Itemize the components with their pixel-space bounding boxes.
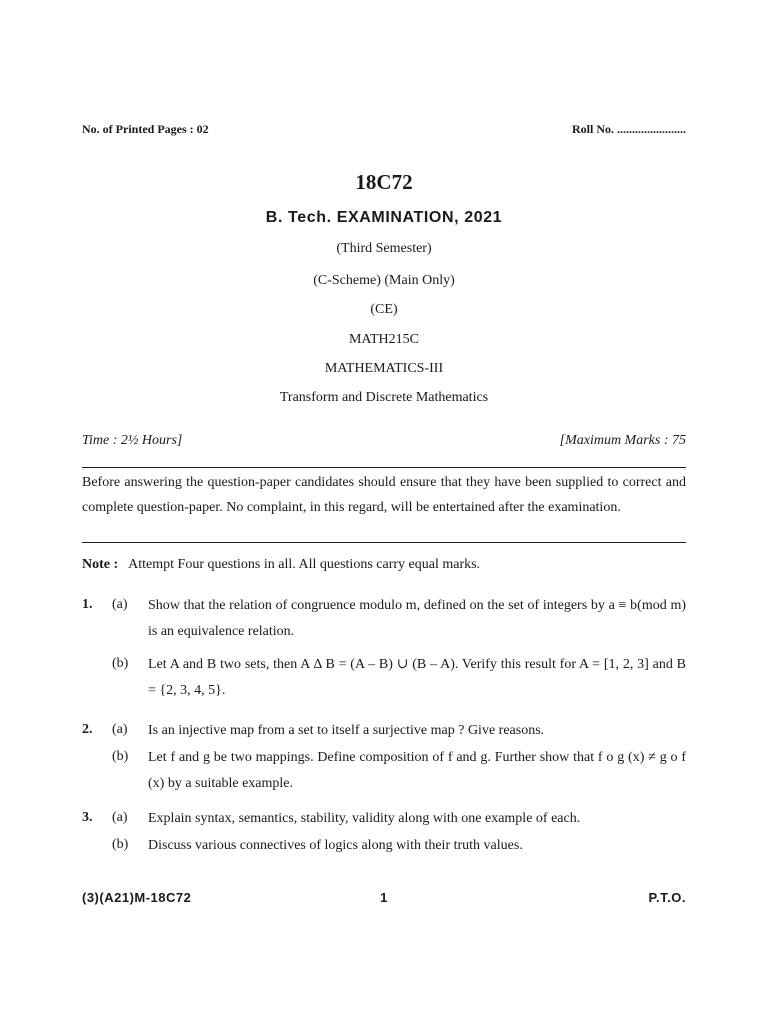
- question-number: 3.: [82, 810, 93, 825]
- part-label: (a): [112, 722, 128, 737]
- part-label: (b): [112, 837, 129, 852]
- part-label: (b): [112, 656, 129, 671]
- part-text: Is an injective map from a set to itself a surjective map ? Give reasons.: [148, 723, 545, 738]
- note: [82, 557, 480, 573]
- exam-title: B. Tech. EXAMINATION, 2021: [265, 209, 503, 226]
- paper-code: 18C72: [355, 170, 413, 194]
- instructions-text: Before answering the question-paper candidates should ensure that they have been supplied to correct and complete question-paper. No complaint, in this regard, will be entertained after the examination.: [82, 475, 686, 515]
- subject-name: MATHEMATICS-III: [324, 361, 444, 376]
- part-label: (a): [112, 810, 128, 825]
- note-text: Attempt Four questions in all. All questions carry equal marks.: [128, 557, 481, 572]
- question-number: 2.: [82, 722, 93, 737]
- subject-topic: Transform and Discrete Mathematics: [279, 390, 489, 405]
- question-number: 1.: [82, 597, 93, 612]
- scheme: (C-Scheme) (Main Only): [313, 273, 455, 288]
- part-text: Show that the relation of congruence modulo m, defined on the set of integers by a ≡ b(mod m) is an equivalence relation.: [148, 598, 686, 639]
- roll-number: Roll No. .......................: [572, 122, 686, 136]
- divider-top: [82, 467, 686, 468]
- printed-pages: No. of Printed Pages : 02: [82, 122, 209, 136]
- subject-code: MATH215C: [348, 332, 419, 347]
- please-turn-over: P.T.O.: [648, 890, 686, 905]
- page-number: 1: [380, 890, 388, 905]
- part-label: (a): [112, 597, 128, 612]
- footer-code: (3)(A21)M-18C72: [82, 890, 192, 905]
- time-allowed: Time : 2½ Hours]: [82, 433, 183, 448]
- semester: (Third Semester): [336, 241, 432, 256]
- part-text: Let A and B two sets, then A Δ B = (A – B) ∪ (B – A). Verify this result for A = [1, 2, 3] and B = {2, 3, 4, 5}.: [148, 657, 686, 698]
- part-text: Discuss various connectives of logics along with their truth values.: [148, 838, 523, 853]
- part-label: (b): [112, 749, 129, 764]
- part-text: Let f and g be two mappings. Define composition of f and g. Further show that f o g (x) ≠ g o f (x) by a suitable example.: [148, 750, 686, 791]
- part-text: Explain syntax, semantics, stability, validity along with one example of each.: [148, 811, 581, 826]
- branch: (CE): [370, 302, 398, 317]
- note-label: Note :: [82, 557, 119, 572]
- divider-bottom: [82, 542, 686, 543]
- maximum-marks: [Maximum Marks : 75: [559, 433, 686, 448]
